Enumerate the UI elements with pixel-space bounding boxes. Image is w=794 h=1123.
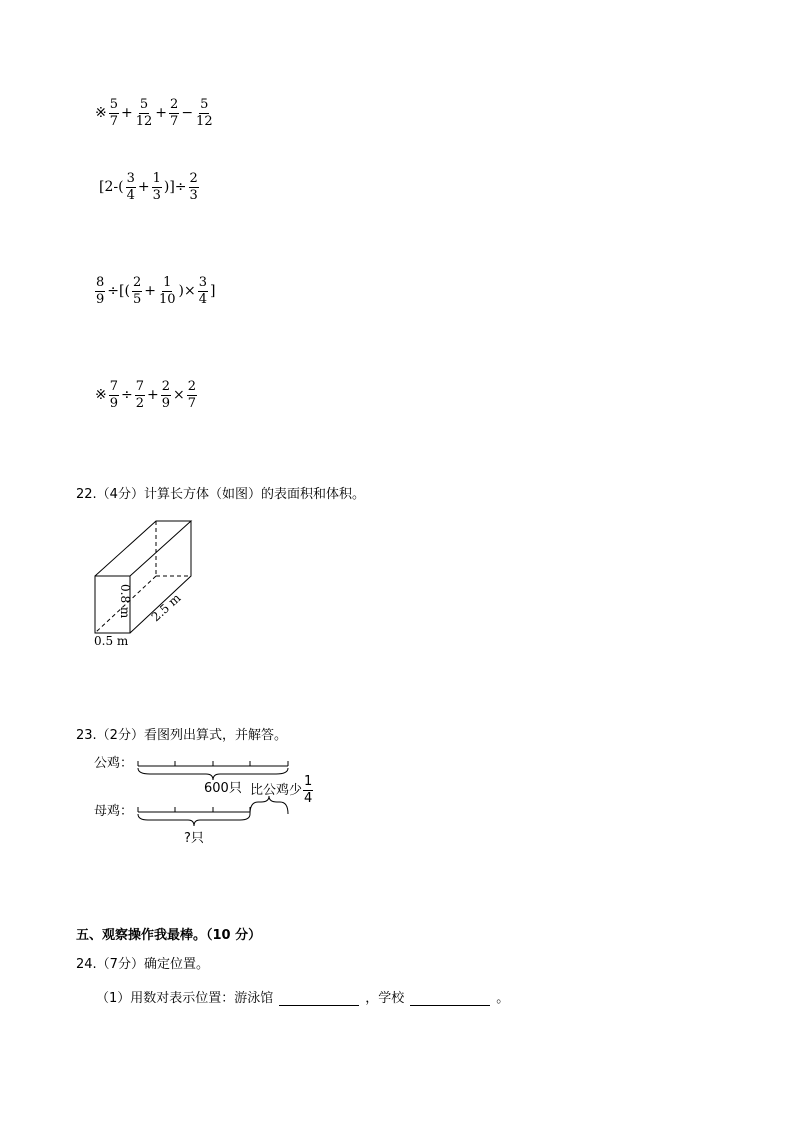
compare-label: 比公鸡少 $\frac{1}{4}$ [250, 774, 313, 806]
expression-2: [2-( $\frac{3}{4}$ + $\frac{1}{3}$ )]÷ $\frac{2}{3}$ [99, 171, 198, 203]
fraction: $\frac{3}{4}$ [126, 171, 135, 203]
note-mark: ※ [95, 105, 107, 122]
fraction: $\frac{2}{7}$ [187, 379, 197, 411]
question-24: 24.（7分）确定位置。 [76, 957, 209, 972]
question-23: 23.（2分）看图列出算式，并解答。 [76, 728, 287, 743]
length-label: 2.5 m [148, 590, 184, 625]
expression-4: ※ $\frac{7}{9}$ ÷ $\frac{7}{2}$ + $\frac{2}{9}$ × $\frac{2}{7}$ [95, 379, 197, 411]
note-mark: ※ [95, 387, 107, 404]
question-22: 22.（4分）计算长方体（如图）的表面积和体积。 [76, 487, 365, 502]
answer-blank-school[interactable] [410, 992, 490, 1006]
fraction: $\frac{5}{7}$ [109, 97, 119, 129]
hen-label: 母鸡： [94, 804, 134, 819]
hen-count: ?只 [184, 831, 204, 846]
fraction: $\frac{2}{9}$ [161, 379, 171, 411]
width-label: 0.5 m [94, 634, 129, 648]
rooster-label: 公鸡： [94, 756, 134, 771]
fraction: $\frac{5}{12}$ [196, 97, 213, 129]
expression-3: $\frac{8}{9}$ ÷[( $\frac{2}{5}$ + $\frac{1}{10}$ )× $\frac{3}{4}$ ] [96, 275, 216, 307]
fraction: $\frac{1}{10}$ [158, 275, 176, 307]
answer-blank-pool[interactable] [279, 992, 359, 1006]
fraction: $\frac{7}{2}$ [135, 379, 145, 411]
rooster-count: 600只 [204, 781, 242, 796]
fraction: $\frac{2}{3}$ [189, 171, 198, 203]
height-label: 0.8 m [118, 584, 132, 619]
fraction: $\frac{2}{7}$ [170, 97, 179, 129]
fraction: $\frac{1}{3}$ [152, 171, 161, 203]
fraction: $\frac{5}{12}$ [135, 97, 153, 129]
fraction: $\frac{2}{5}$ [132, 275, 142, 307]
fraction: $\frac{7}{9}$ [109, 379, 119, 411]
cuboid-figure [80, 512, 210, 652]
section-title: 五、观察操作我最棒。（10 分） [76, 928, 262, 943]
expression-1: ※ $\frac{5}{7}$ + $\frac{5}{12}$ + $\frac{2}{7}$ − $\frac{5}{12}$ [95, 97, 213, 129]
question-24-part-1: （1）用数对表示位置：游泳馆 ，学校 。 [96, 991, 510, 1006]
fraction: $\frac{3}{4}$ [198, 275, 207, 307]
fraction: $\frac{1}{4}$ [304, 774, 313, 806]
fraction: $\frac{8}{9}$ [96, 275, 105, 307]
